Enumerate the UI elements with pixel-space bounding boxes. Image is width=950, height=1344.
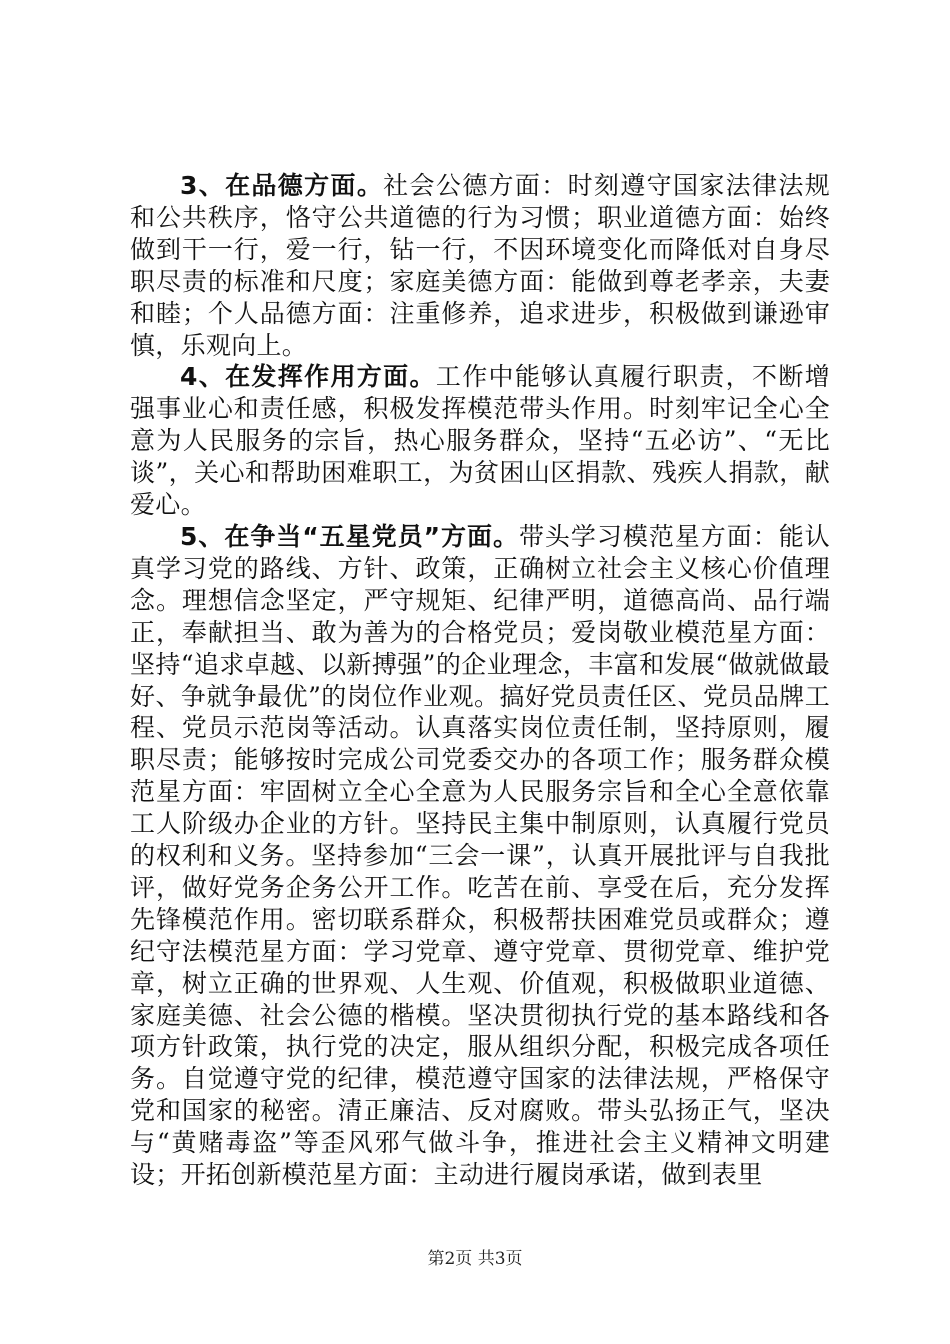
paragraph-text: 社会公德方面：时刻遵守国家法律法规和公共秩序，恪守公共道德的行为习惯；职业道德方面：始终做到干一行，爱一行，钻一行，不因环境变化而降低对自身尽职尽责的标准和尺度；家庭美德方面：能做到尊老孝亲，夫妻和睦；个人品德方面：注重修养，追求进步，积极做到谦逊审慎，乐观向上。 bbox=[130, 171, 831, 360]
page-footer: 第2页 共3页 bbox=[427, 1249, 523, 1269]
paragraph-text: 带头学习模范星方面：能认真学习党的路线、方针、政策，正确树立社会主义核心价值理念。理想信念坚定，严守规矩、纪律严明，道德高尚、品行端正，奉献担当、敢为善为的合格党员；爱岗敬业模范星方面：坚持“追求卓越、以新搏强”的企业理念，丰富和发展“做就做最好、争就争最优”的岗位作业观。搞好党员责任区、党员品牌工程、党员示范岗等活动。认真落实岗位责任制，坚持原则，履职尽责；能够按时完成公司党委交办的各项工作；服务群众模范星方面：牢固树立全心全意为人民服务宗旨和全心全意依靠工人阶级办企业的方针。坚持民主集中制原则，认真履行党员的权利和义务。坚持参加“三会一课”，认真开展批评与自我批评，做好党务企务公开工作。吃苦在前、享受在后，充分发挥先锋模范作用。密切联系群众，积极帮扶困难党员或群众；遵纪守法模范星方面：学习党章、遵守党章、贯彻党章、维护党章，树立正确的世界观、人生观、价值观，积极做职业道德、家庭美德、社会公德的楷模。坚决贯彻执行党的基本路线和各项方针政策，执行党的决定，服从组织分配，积极完成各项任务。自觉遵守党的纪律，模范遵守国家的法律法规，严格保守党和国家的秘密。清正廉洁、反对腐败。带头弘扬正气，坚决与“黄赌毒盗”等歪风邪气做斗争，推进社会主义精神文明建设；开拓创新模范星方面：主动进行履岗承诺，做到表里 bbox=[130, 521, 830, 1190]
paragraph-character bbox=[130, 170, 830, 361]
paragraph-heading: 3、在品德方面。 bbox=[180, 171, 384, 200]
document-body bbox=[130, 170, 830, 1191]
paragraph-text: 工作中能够认真履行职责，不断增强事业心和责任感，积极发挥模范带头作用。时刻牢记全心全意为人民服务的宗旨，热心服务群众，坚持“五必访”、“无比谈”，关心和帮助困难职工，为贫困山区捐款、残疾人捐款，献爱心。 bbox=[130, 362, 830, 520]
paragraph-role bbox=[130, 361, 830, 521]
paragraph-heading: 5、在争当“五星党员”方面。 bbox=[180, 521, 519, 551]
paragraph-five-star bbox=[130, 521, 830, 1191]
paragraph-heading: 4、在发挥作用方面。 bbox=[180, 362, 436, 392]
